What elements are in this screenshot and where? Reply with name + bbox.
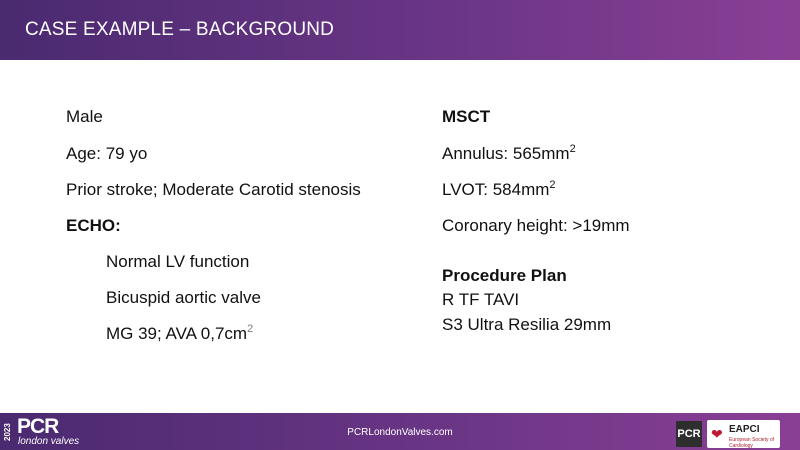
- msct-annulus: [442, 144, 576, 164]
- procedure-plan-heading: Procedure Plan: [442, 266, 567, 285]
- msct-lvot: [442, 180, 556, 200]
- echo-gradient-area: [106, 324, 253, 344]
- lvot-text: LVOT: 584mm: [442, 180, 550, 199]
- heart-icon: ❤: [711, 426, 723, 442]
- footer-bar: [0, 413, 800, 450]
- eapci-subtitle: European Society of Cardiology: [729, 437, 775, 449]
- title-bar: [0, 0, 800, 60]
- annulus-text: Annulus: 565mm: [442, 144, 570, 163]
- logo-year: 2023: [3, 423, 12, 441]
- msct-heading: MSCT: [442, 107, 491, 126]
- echo-valve: Bicuspid aortic valve: [106, 288, 261, 307]
- echo-lv-function: Normal LV function: [106, 252, 250, 271]
- pcr-badge-logo: PCR: [676, 421, 702, 447]
- patient-sex: Male: [66, 107, 103, 126]
- pcr-logo-subtitle: london valves: [18, 436, 80, 447]
- footer-url: PCRLondonValves.com: [347, 427, 453, 438]
- procedure-plan-valve: S3 Ultra Resilia 29mm: [442, 315, 612, 334]
- eapci-label: EAPCI: [729, 424, 760, 435]
- annulus-superscript: 2: [569, 143, 576, 155]
- patient-age: Age: 79 yo: [66, 144, 148, 163]
- pcr-logo: PCR: [17, 415, 59, 438]
- lvot-superscript: 2: [549, 179, 556, 191]
- echo-heading: ECHO:: [66, 216, 121, 235]
- echo-area-superscript: 2: [247, 323, 254, 335]
- procedure-plan-access: R TF TAVI: [442, 290, 520, 309]
- patient-history: Prior stroke; Moderate Carotid stenosis: [66, 180, 361, 199]
- eapci-logo: [707, 420, 780, 448]
- slide-title: CASE EXAMPLE – BACKGROUND: [25, 19, 335, 40]
- echo-gradient-text: MG 39; AVA 0,7cm: [106, 324, 248, 343]
- msct-coronary-height: Coronary height: >19mm: [442, 216, 630, 235]
